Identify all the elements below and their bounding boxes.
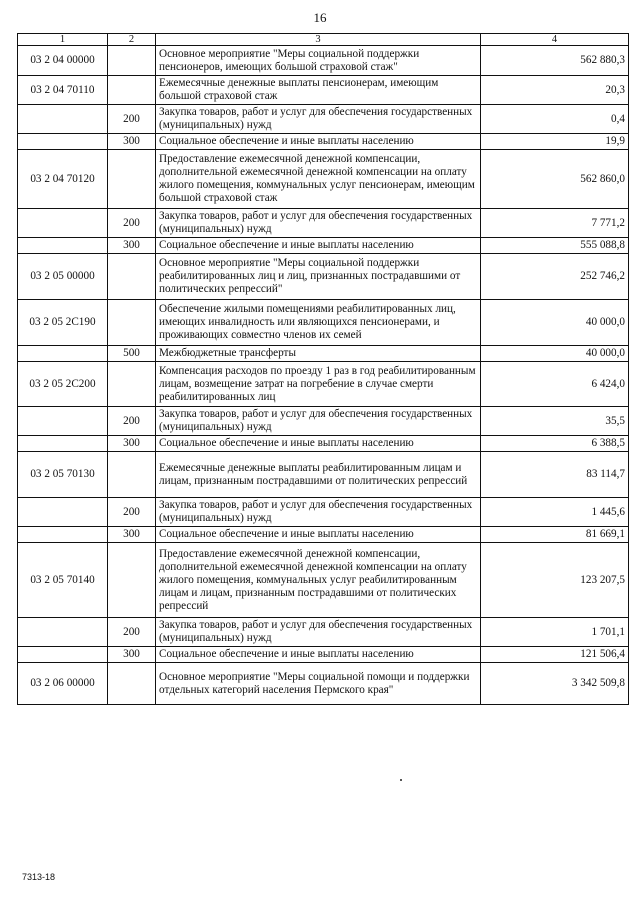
table-row	[18, 238, 629, 254]
row-code: 03 2 05 70130	[18, 452, 108, 498]
row-name: Компенсация расходов по проезду 1 раз в год реабилитированным лицам, возмещение затрат на погребение в случае смерти реабилитированных лиц	[156, 362, 481, 407]
row-code: 03 2 04 70110	[18, 76, 108, 105]
row-expense-type: 200	[108, 498, 156, 527]
row-code: 03 2 05 70140	[18, 543, 108, 618]
row-code: 03 2 05 2С200	[18, 362, 108, 407]
row-expense-type	[108, 76, 156, 105]
row-amount: 555 088,8	[481, 238, 629, 254]
row-code	[18, 407, 108, 436]
row-code	[18, 346, 108, 362]
column-header-code: 1	[18, 34, 108, 46]
row-amount: 3 342 509,8	[481, 663, 629, 705]
row-expense-type: 300	[108, 436, 156, 452]
row-code: 03 2 06 00000	[18, 663, 108, 705]
table-row	[18, 498, 629, 527]
row-code: 03 2 04 00000	[18, 46, 108, 76]
column-header-type: 2	[108, 34, 156, 46]
row-amount: 83 114,7	[481, 452, 629, 498]
row-amount: 20,3	[481, 76, 629, 105]
row-name: Ежемесячные денежные выплаты реабилитированным лицам и лицам, признанным пострадавшими от политических репрессий	[156, 452, 481, 498]
table-row	[18, 663, 629, 705]
row-name: Основное мероприятие "Меры социальной помощи и поддержки отдельных категорий населения Пермского края"	[156, 663, 481, 705]
row-name: Основное мероприятие "Меры социальной поддержки реабилитированных лиц и лиц, признанных пострадавшими от политических репрессий"	[156, 254, 481, 300]
row-name: Социальное обеспечение и иные выплаты населению	[156, 527, 481, 543]
row-amount: 252 746,2	[481, 254, 629, 300]
row-amount: 6 424,0	[481, 362, 629, 407]
document-footer-id: 7313-18	[22, 872, 56, 882]
row-amount: 1 445,6	[481, 498, 629, 527]
table-row	[18, 105, 629, 134]
row-expense-type	[108, 300, 156, 346]
row-amount: 19,9	[481, 134, 629, 150]
row-code	[18, 105, 108, 134]
row-name: Обеспечение жилыми помещениями реабилитированных лиц, имеющих инвалидность или являющихся пенсионерами, и проживающих совместно членов их семей	[156, 300, 481, 346]
row-code	[18, 238, 108, 254]
row-name: Межбюджетные трансферты	[156, 346, 481, 362]
row-code: 03 2 05 00000	[18, 254, 108, 300]
table-row	[18, 436, 629, 452]
table-row	[18, 346, 629, 362]
row-expense-type: 200	[108, 105, 156, 134]
table-row	[18, 452, 629, 498]
row-expense-type: 500	[108, 346, 156, 362]
row-expense-type	[108, 663, 156, 705]
row-amount: 562 880,3	[481, 46, 629, 76]
row-expense-type: 300	[108, 238, 156, 254]
row-expense-type: 300	[108, 527, 156, 543]
row-amount: 0,4	[481, 105, 629, 134]
row-name: Закупка товаров, работ и услуг для обеспечения государственных (муниципальных) нужд	[156, 618, 481, 647]
row-code: 03 2 05 2С190	[18, 300, 108, 346]
row-code	[18, 209, 108, 238]
row-expense-type	[108, 543, 156, 618]
table-row	[18, 46, 629, 76]
table-row	[18, 362, 629, 407]
row-code	[18, 618, 108, 647]
row-name: Социальное обеспечение и иные выплаты населению	[156, 134, 481, 150]
table-row	[18, 134, 629, 150]
row-code	[18, 436, 108, 452]
row-expense-type	[108, 150, 156, 209]
row-code	[18, 647, 108, 663]
row-name: Закупка товаров, работ и услуг для обеспечения государственных (муниципальных) нужд	[156, 209, 481, 238]
table-row	[18, 150, 629, 209]
row-expense-type: 200	[108, 618, 156, 647]
header-row	[18, 34, 629, 46]
row-code	[18, 134, 108, 150]
row-name: Предоставление ежемесячной денежной компенсации, дополнительной ежемесячной денежной компенсации на оплату жилого помещения, коммунальных услуг пенсионерам, имеющим большой страховой стаж	[156, 150, 481, 209]
row-amount: 6 388,5	[481, 436, 629, 452]
row-expense-type: 200	[108, 209, 156, 238]
row-amount: 40 000,0	[481, 300, 629, 346]
page-number: 16	[313, 10, 327, 25]
row-amount: 123 207,5	[481, 543, 629, 618]
table-row	[18, 407, 629, 436]
row-amount: 562 860,0	[481, 150, 629, 209]
table-row	[18, 209, 629, 238]
row-name: Социальное обеспечение и иные выплаты населению	[156, 436, 481, 452]
row-amount: 35,5	[481, 407, 629, 436]
column-header-name: 3	[156, 34, 481, 46]
row-code: 03 2 04 70120	[18, 150, 108, 209]
row-expense-type	[108, 46, 156, 76]
row-name: Закупка товаров, работ и услуг для обеспечения государственных (муниципальных) нужд	[156, 498, 481, 527]
row-amount: 1 701,1	[481, 618, 629, 647]
row-amount: 7 771,2	[481, 209, 629, 238]
row-code	[18, 498, 108, 527]
row-amount: 121 506,4	[481, 647, 629, 663]
budget-table	[17, 33, 629, 705]
row-name: Социальное обеспечение и иные выплаты населению	[156, 647, 481, 663]
table-row	[18, 647, 629, 663]
row-amount: 81 669,1	[481, 527, 629, 543]
row-name: Ежемесячные денежные выплаты пенсионерам, имеющим большой страховой стаж	[156, 76, 481, 105]
row-amount: 40 000,0	[481, 346, 629, 362]
row-name: Закупка товаров, работ и услуг для обеспечения государственных (муниципальных) нужд	[156, 105, 481, 134]
column-header-amount: 4	[481, 34, 629, 46]
row-name: Основное мероприятие "Меры социальной поддержки пенсионеров, имеющих большой страховой стаж"	[156, 46, 481, 76]
row-expense-type	[108, 452, 156, 498]
table-row	[18, 618, 629, 647]
row-expense-type	[108, 254, 156, 300]
row-expense-type: 300	[108, 647, 156, 663]
table-row	[18, 76, 629, 105]
row-name: Закупка товаров, работ и услуг для обеспечения государственных (муниципальных) нужд	[156, 407, 481, 436]
table-row	[18, 254, 629, 300]
row-expense-type: 200	[108, 407, 156, 436]
table-row	[18, 527, 629, 543]
scan-speck	[400, 779, 402, 781]
row-code	[18, 527, 108, 543]
row-name: Предоставление ежемесячной денежной компенсации, дополнительной ежемесячной денежной компенсации на оплату жилого помещения, коммунальных услуг реабилитированным лицам и лицам, признанным пострадавшими от политических репрессий	[156, 543, 481, 618]
row-expense-type	[108, 362, 156, 407]
row-expense-type: 300	[108, 134, 156, 150]
table-row	[18, 300, 629, 346]
table-row	[18, 543, 629, 618]
row-name: Социальное обеспечение и иные выплаты населению	[156, 238, 481, 254]
